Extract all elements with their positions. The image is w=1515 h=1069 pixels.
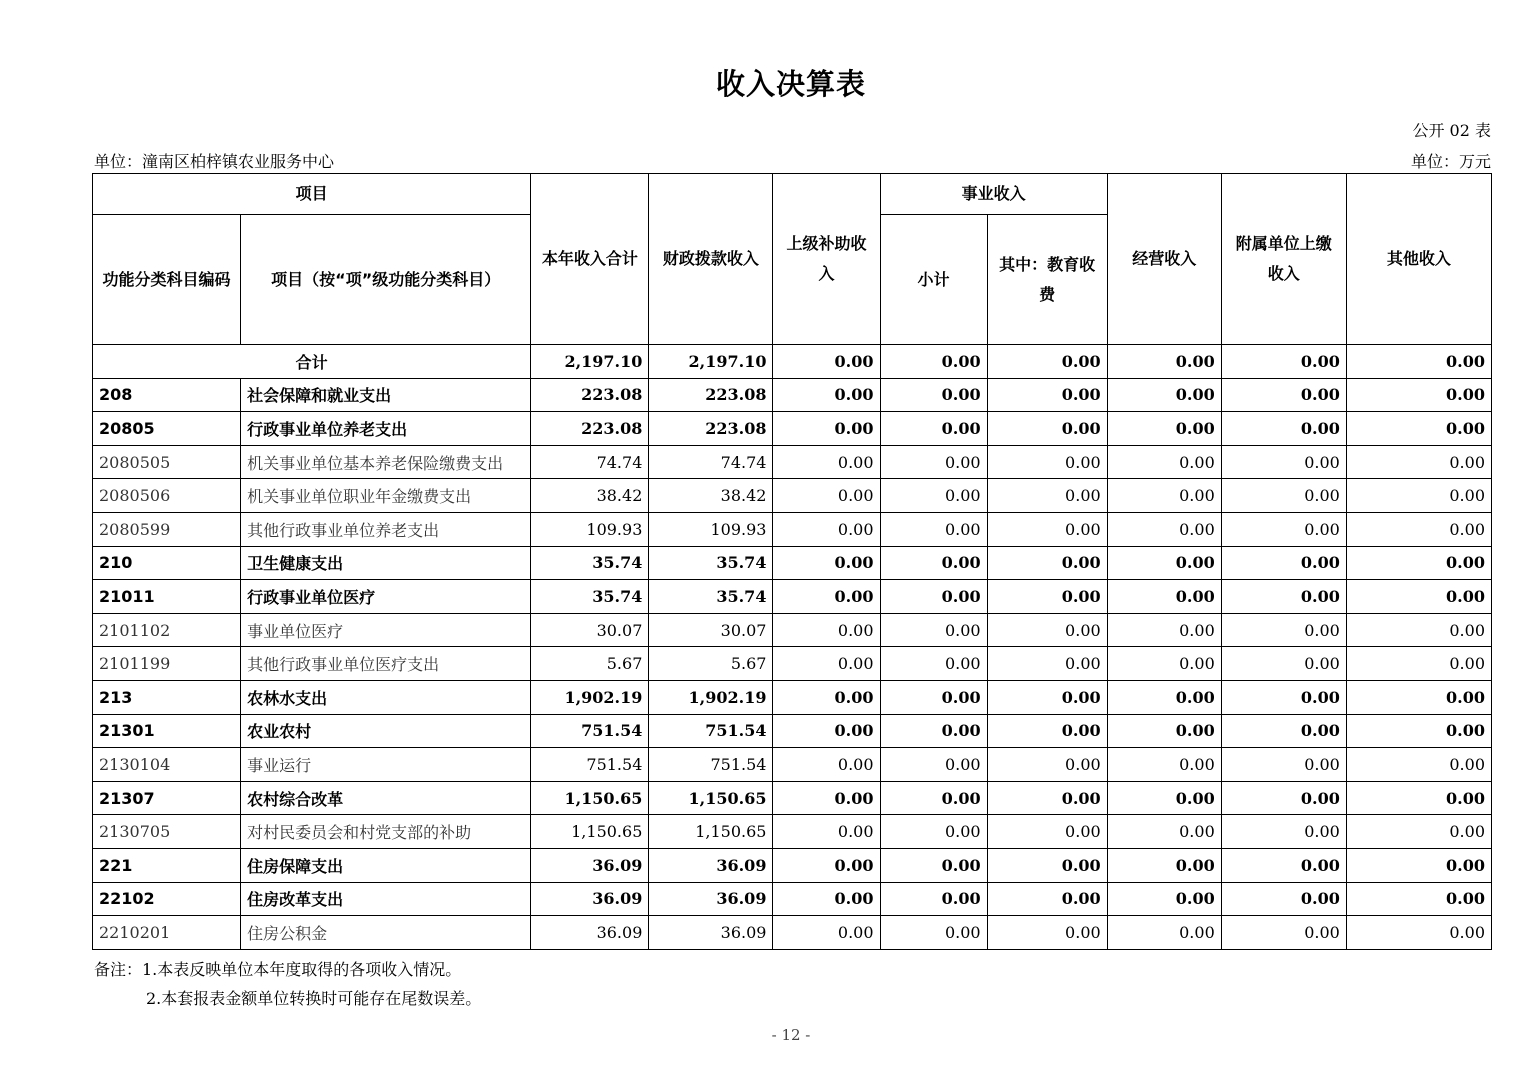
- header-total-income: 本年收入合计: [531, 174, 649, 345]
- row-value: 1,902.19: [649, 680, 773, 714]
- row-value: 0.00: [773, 546, 880, 580]
- table-row: [93, 815, 1492, 849]
- table-row: [93, 479, 1492, 513]
- table-row: [93, 882, 1492, 916]
- row-value: 0.00: [880, 848, 987, 882]
- header-business-income: 事业收入: [880, 174, 1107, 215]
- row-value: 0.00: [1346, 479, 1491, 513]
- row-value: 0.00: [1346, 815, 1491, 849]
- row-value: 0.00: [1107, 580, 1221, 614]
- row-code: 2080505: [93, 445, 241, 479]
- header-fiscal: 财政拨款收入: [649, 174, 773, 345]
- total-value: 0.00: [987, 345, 1107, 379]
- row-value: 0.00: [1346, 781, 1491, 815]
- row-value: 0.00: [773, 479, 880, 513]
- form-number: 公开 02 表: [1412, 121, 1491, 140]
- row-value: 0.00: [1346, 512, 1491, 546]
- row-value: 0.00: [1221, 714, 1346, 748]
- row-value: 0.00: [773, 445, 880, 479]
- row-value: 0.00: [1346, 445, 1491, 479]
- row-code: 21011: [93, 580, 241, 614]
- row-value: 0.00: [773, 512, 880, 546]
- table-body: [93, 345, 1492, 950]
- row-value: 0.00: [1107, 445, 1221, 479]
- income-table: [92, 173, 1492, 950]
- header-education-fee: 其中：教育收费: [987, 215, 1107, 345]
- table-row: [93, 680, 1492, 714]
- row-name: 住房公积金: [241, 916, 531, 950]
- row-name: 社会保障和就业支出: [241, 378, 531, 412]
- row-value: 35.74: [649, 546, 773, 580]
- row-code: 208: [93, 378, 241, 412]
- row-value: 36.09: [531, 882, 649, 916]
- note-line-1: 备注：1.本表反映单位本年度取得的各项收入情况。: [94, 960, 462, 979]
- row-value: 0.00: [1346, 613, 1491, 647]
- row-name: 机关事业单位职业年金缴费支出: [241, 479, 531, 513]
- row-value: 0.00: [987, 378, 1107, 412]
- unit-name: 单位：潼南区柏梓镇农业服务中心: [94, 152, 335, 171]
- row-value: 0.00: [880, 512, 987, 546]
- row-value: 0.00: [987, 714, 1107, 748]
- table-row: [93, 781, 1492, 815]
- row-value: 0.00: [880, 647, 987, 681]
- row-value: 30.07: [649, 613, 773, 647]
- header-operating-income: 经营收入: [1107, 174, 1221, 345]
- row-value: 0.00: [987, 479, 1107, 513]
- row-value: 0.00: [1346, 916, 1491, 950]
- table-row: [93, 613, 1492, 647]
- row-value: 0.00: [1346, 748, 1491, 782]
- row-value: 30.07: [531, 613, 649, 647]
- row-value: 74.74: [649, 445, 773, 479]
- row-value: 0.00: [880, 748, 987, 782]
- row-value: 223.08: [531, 378, 649, 412]
- table-row: [93, 546, 1492, 580]
- header-project: 项目: [93, 174, 531, 215]
- row-value: 0.00: [773, 916, 880, 950]
- row-value: 0.00: [1346, 580, 1491, 614]
- row-name: 行政事业单位养老支出: [241, 412, 531, 446]
- total-value: 2,197.10: [649, 345, 773, 379]
- row-value: 0.00: [773, 748, 880, 782]
- row-code: 2101102: [93, 613, 241, 647]
- row-name: 住房保障支出: [241, 848, 531, 882]
- row-value: 0.00: [1221, 580, 1346, 614]
- row-code: 210: [93, 546, 241, 580]
- row-value: 0.00: [987, 512, 1107, 546]
- row-value: 0.00: [1107, 916, 1221, 950]
- row-code: 22102: [93, 882, 241, 916]
- row-value: 0.00: [880, 882, 987, 916]
- row-value: 0.00: [1107, 815, 1221, 849]
- row-value: 0.00: [1346, 882, 1491, 916]
- unit-of-measure: 单位：万元: [1410, 152, 1491, 171]
- row-value: 223.08: [649, 378, 773, 412]
- row-value: 223.08: [649, 412, 773, 446]
- row-value: 0.00: [1107, 781, 1221, 815]
- header-superior-subsidy: 上级补助收入: [773, 174, 880, 345]
- row-value: 0.00: [1107, 748, 1221, 782]
- row-value: 1,150.65: [531, 781, 649, 815]
- total-value: 0.00: [880, 345, 987, 379]
- row-name: 农林水支出: [241, 680, 531, 714]
- row-value: 36.09: [649, 916, 773, 950]
- row-value: 0.00: [773, 882, 880, 916]
- row-name: 农业农村: [241, 714, 531, 748]
- header-code: 功能分类科目编码: [93, 215, 241, 345]
- row-value: 0.00: [1221, 479, 1346, 513]
- row-value: 0.00: [1107, 647, 1221, 681]
- row-value: 0.00: [1221, 916, 1346, 950]
- row-value: 0.00: [1221, 748, 1346, 782]
- table-row: [93, 916, 1492, 950]
- row-value: 1,150.65: [531, 815, 649, 849]
- row-code: 221: [93, 848, 241, 882]
- table-row: [93, 848, 1492, 882]
- row-value: 109.93: [649, 512, 773, 546]
- total-value: 0.00: [1221, 345, 1346, 379]
- row-value: 0.00: [773, 714, 880, 748]
- row-name: 其他行政事业单位养老支出: [241, 512, 531, 546]
- row-value: 0.00: [1107, 378, 1221, 412]
- row-value: 751.54: [649, 714, 773, 748]
- row-value: 35.74: [649, 580, 773, 614]
- row-name: 机关事业单位基本养老保险缴费支出: [241, 445, 531, 479]
- row-value: 0.00: [1221, 815, 1346, 849]
- header-other-income: 其他收入: [1346, 174, 1491, 345]
- row-value: 0.00: [880, 580, 987, 614]
- row-code: 2130705: [93, 815, 241, 849]
- row-value: 0.00: [773, 815, 880, 849]
- row-name: 对村民委员会和村党支部的补助: [241, 815, 531, 849]
- row-value: 0.00: [987, 445, 1107, 479]
- row-value: 0.00: [1107, 479, 1221, 513]
- total-value: 2,197.10: [531, 345, 649, 379]
- row-value: 0.00: [987, 916, 1107, 950]
- row-value: 0.00: [1346, 546, 1491, 580]
- row-name: 住房改革支出: [241, 882, 531, 916]
- row-value: 0.00: [1221, 512, 1346, 546]
- row-value: 0.00: [1346, 412, 1491, 446]
- row-value: 38.42: [649, 479, 773, 513]
- row-value: 0.00: [987, 748, 1107, 782]
- row-value: 0.00: [773, 781, 880, 815]
- row-value: 5.67: [649, 647, 773, 681]
- row-code: 21307: [93, 781, 241, 815]
- row-value: 0.00: [773, 378, 880, 412]
- table-row: [93, 580, 1492, 614]
- row-value: 0.00: [987, 546, 1107, 580]
- row-value: 751.54: [649, 748, 773, 782]
- row-value: 0.00: [1221, 848, 1346, 882]
- row-value: 0.00: [1221, 378, 1346, 412]
- row-value: 0.00: [1107, 848, 1221, 882]
- row-name: 行政事业单位医疗: [241, 580, 531, 614]
- row-name: 事业单位医疗: [241, 613, 531, 647]
- row-value: 0.00: [1221, 445, 1346, 479]
- row-value: 0.00: [880, 378, 987, 412]
- row-value: 0.00: [880, 613, 987, 647]
- row-code: 2130104: [93, 748, 241, 782]
- row-name: 事业运行: [241, 748, 531, 782]
- row-value: 0.00: [1346, 680, 1491, 714]
- row-value: 0.00: [880, 445, 987, 479]
- row-value: 0.00: [987, 882, 1107, 916]
- row-value: 0.00: [773, 580, 880, 614]
- row-value: 0.00: [1346, 378, 1491, 412]
- row-value: 0.00: [1107, 412, 1221, 446]
- row-value: 0.00: [987, 680, 1107, 714]
- row-value: 0.00: [880, 916, 987, 950]
- row-value: 36.09: [649, 882, 773, 916]
- row-value: 0.00: [987, 848, 1107, 882]
- table-row: [93, 445, 1492, 479]
- row-value: 0.00: [1221, 613, 1346, 647]
- row-value: 74.74: [531, 445, 649, 479]
- row-value: 0.00: [987, 781, 1107, 815]
- header-affiliated: 附属单位上缴收入: [1221, 174, 1346, 345]
- row-value: 0.00: [987, 412, 1107, 446]
- row-value: 36.09: [649, 848, 773, 882]
- row-name: 卫生健康支出: [241, 546, 531, 580]
- row-value: 0.00: [987, 580, 1107, 614]
- row-value: 0.00: [880, 546, 987, 580]
- table-row: [93, 647, 1492, 681]
- row-value: 5.67: [531, 647, 649, 681]
- row-value: 751.54: [531, 714, 649, 748]
- row-code: 2101199: [93, 647, 241, 681]
- row-value: 0.00: [1221, 546, 1346, 580]
- row-value: 0.00: [1107, 512, 1221, 546]
- header-subtotal: 小计: [880, 215, 987, 345]
- page-number: - 12 -: [771, 1026, 811, 1044]
- row-value: 0.00: [1107, 680, 1221, 714]
- row-code: 20805: [93, 412, 241, 446]
- row-value: 223.08: [531, 412, 649, 446]
- row-value: 0.00: [1346, 714, 1491, 748]
- total-row: [93, 345, 1492, 379]
- row-value: 38.42: [531, 479, 649, 513]
- row-value: 0.00: [1107, 613, 1221, 647]
- row-code: 213: [93, 680, 241, 714]
- row-value: 0.00: [773, 848, 880, 882]
- page-title: 收入决算表: [715, 67, 866, 101]
- table-row: [93, 512, 1492, 546]
- total-label: 合计: [93, 345, 531, 379]
- row-value: 0.00: [880, 479, 987, 513]
- row-value: 109.93: [531, 512, 649, 546]
- row-code: 2080599: [93, 512, 241, 546]
- row-name: 其他行政事业单位医疗支出: [241, 647, 531, 681]
- row-value: 36.09: [531, 848, 649, 882]
- header-name: 项目（按“项”级功能分类科目）: [241, 215, 531, 345]
- row-value: 0.00: [1346, 848, 1491, 882]
- row-code: 21301: [93, 714, 241, 748]
- row-value: 0.00: [773, 680, 880, 714]
- row-value: 36.09: [531, 916, 649, 950]
- row-value: 0.00: [1221, 412, 1346, 446]
- row-value: 0.00: [773, 613, 880, 647]
- row-value: 0.00: [987, 647, 1107, 681]
- table-row: [93, 412, 1492, 446]
- row-value: 0.00: [1107, 882, 1221, 916]
- row-value: 1,150.65: [649, 781, 773, 815]
- total-value: 0.00: [1107, 345, 1221, 379]
- note-line-2: 2.本套报表金额单位转换时可能存在尾数误差。: [146, 989, 482, 1008]
- total-value: 0.00: [1346, 345, 1491, 379]
- table-row: [93, 714, 1492, 748]
- total-value: 0.00: [773, 345, 880, 379]
- row-value: 0.00: [880, 714, 987, 748]
- row-value: 0.00: [987, 815, 1107, 849]
- row-value: 0.00: [1221, 647, 1346, 681]
- row-value: 0.00: [1107, 546, 1221, 580]
- row-value: 1,902.19: [531, 680, 649, 714]
- row-value: 0.00: [987, 613, 1107, 647]
- row-value: 0.00: [1107, 714, 1221, 748]
- row-value: 0.00: [1346, 647, 1491, 681]
- row-value: 0.00: [773, 647, 880, 681]
- row-value: 0.00: [1221, 882, 1346, 916]
- row-value: 751.54: [531, 748, 649, 782]
- row-code: 2080506: [93, 479, 241, 513]
- row-value: 1,150.65: [649, 815, 773, 849]
- row-value: 35.74: [531, 580, 649, 614]
- row-value: 35.74: [531, 546, 649, 580]
- row-value: 0.00: [1221, 680, 1346, 714]
- row-value: 0.00: [880, 412, 987, 446]
- table-row: [93, 378, 1492, 412]
- table-row: [93, 748, 1492, 782]
- row-value: 0.00: [880, 815, 987, 849]
- row-name: 农村综合改革: [241, 781, 531, 815]
- row-value: 0.00: [880, 680, 987, 714]
- row-value: 0.00: [1221, 781, 1346, 815]
- row-value: 0.00: [773, 412, 880, 446]
- row-code: 2210201: [93, 916, 241, 950]
- row-value: 0.00: [880, 781, 987, 815]
